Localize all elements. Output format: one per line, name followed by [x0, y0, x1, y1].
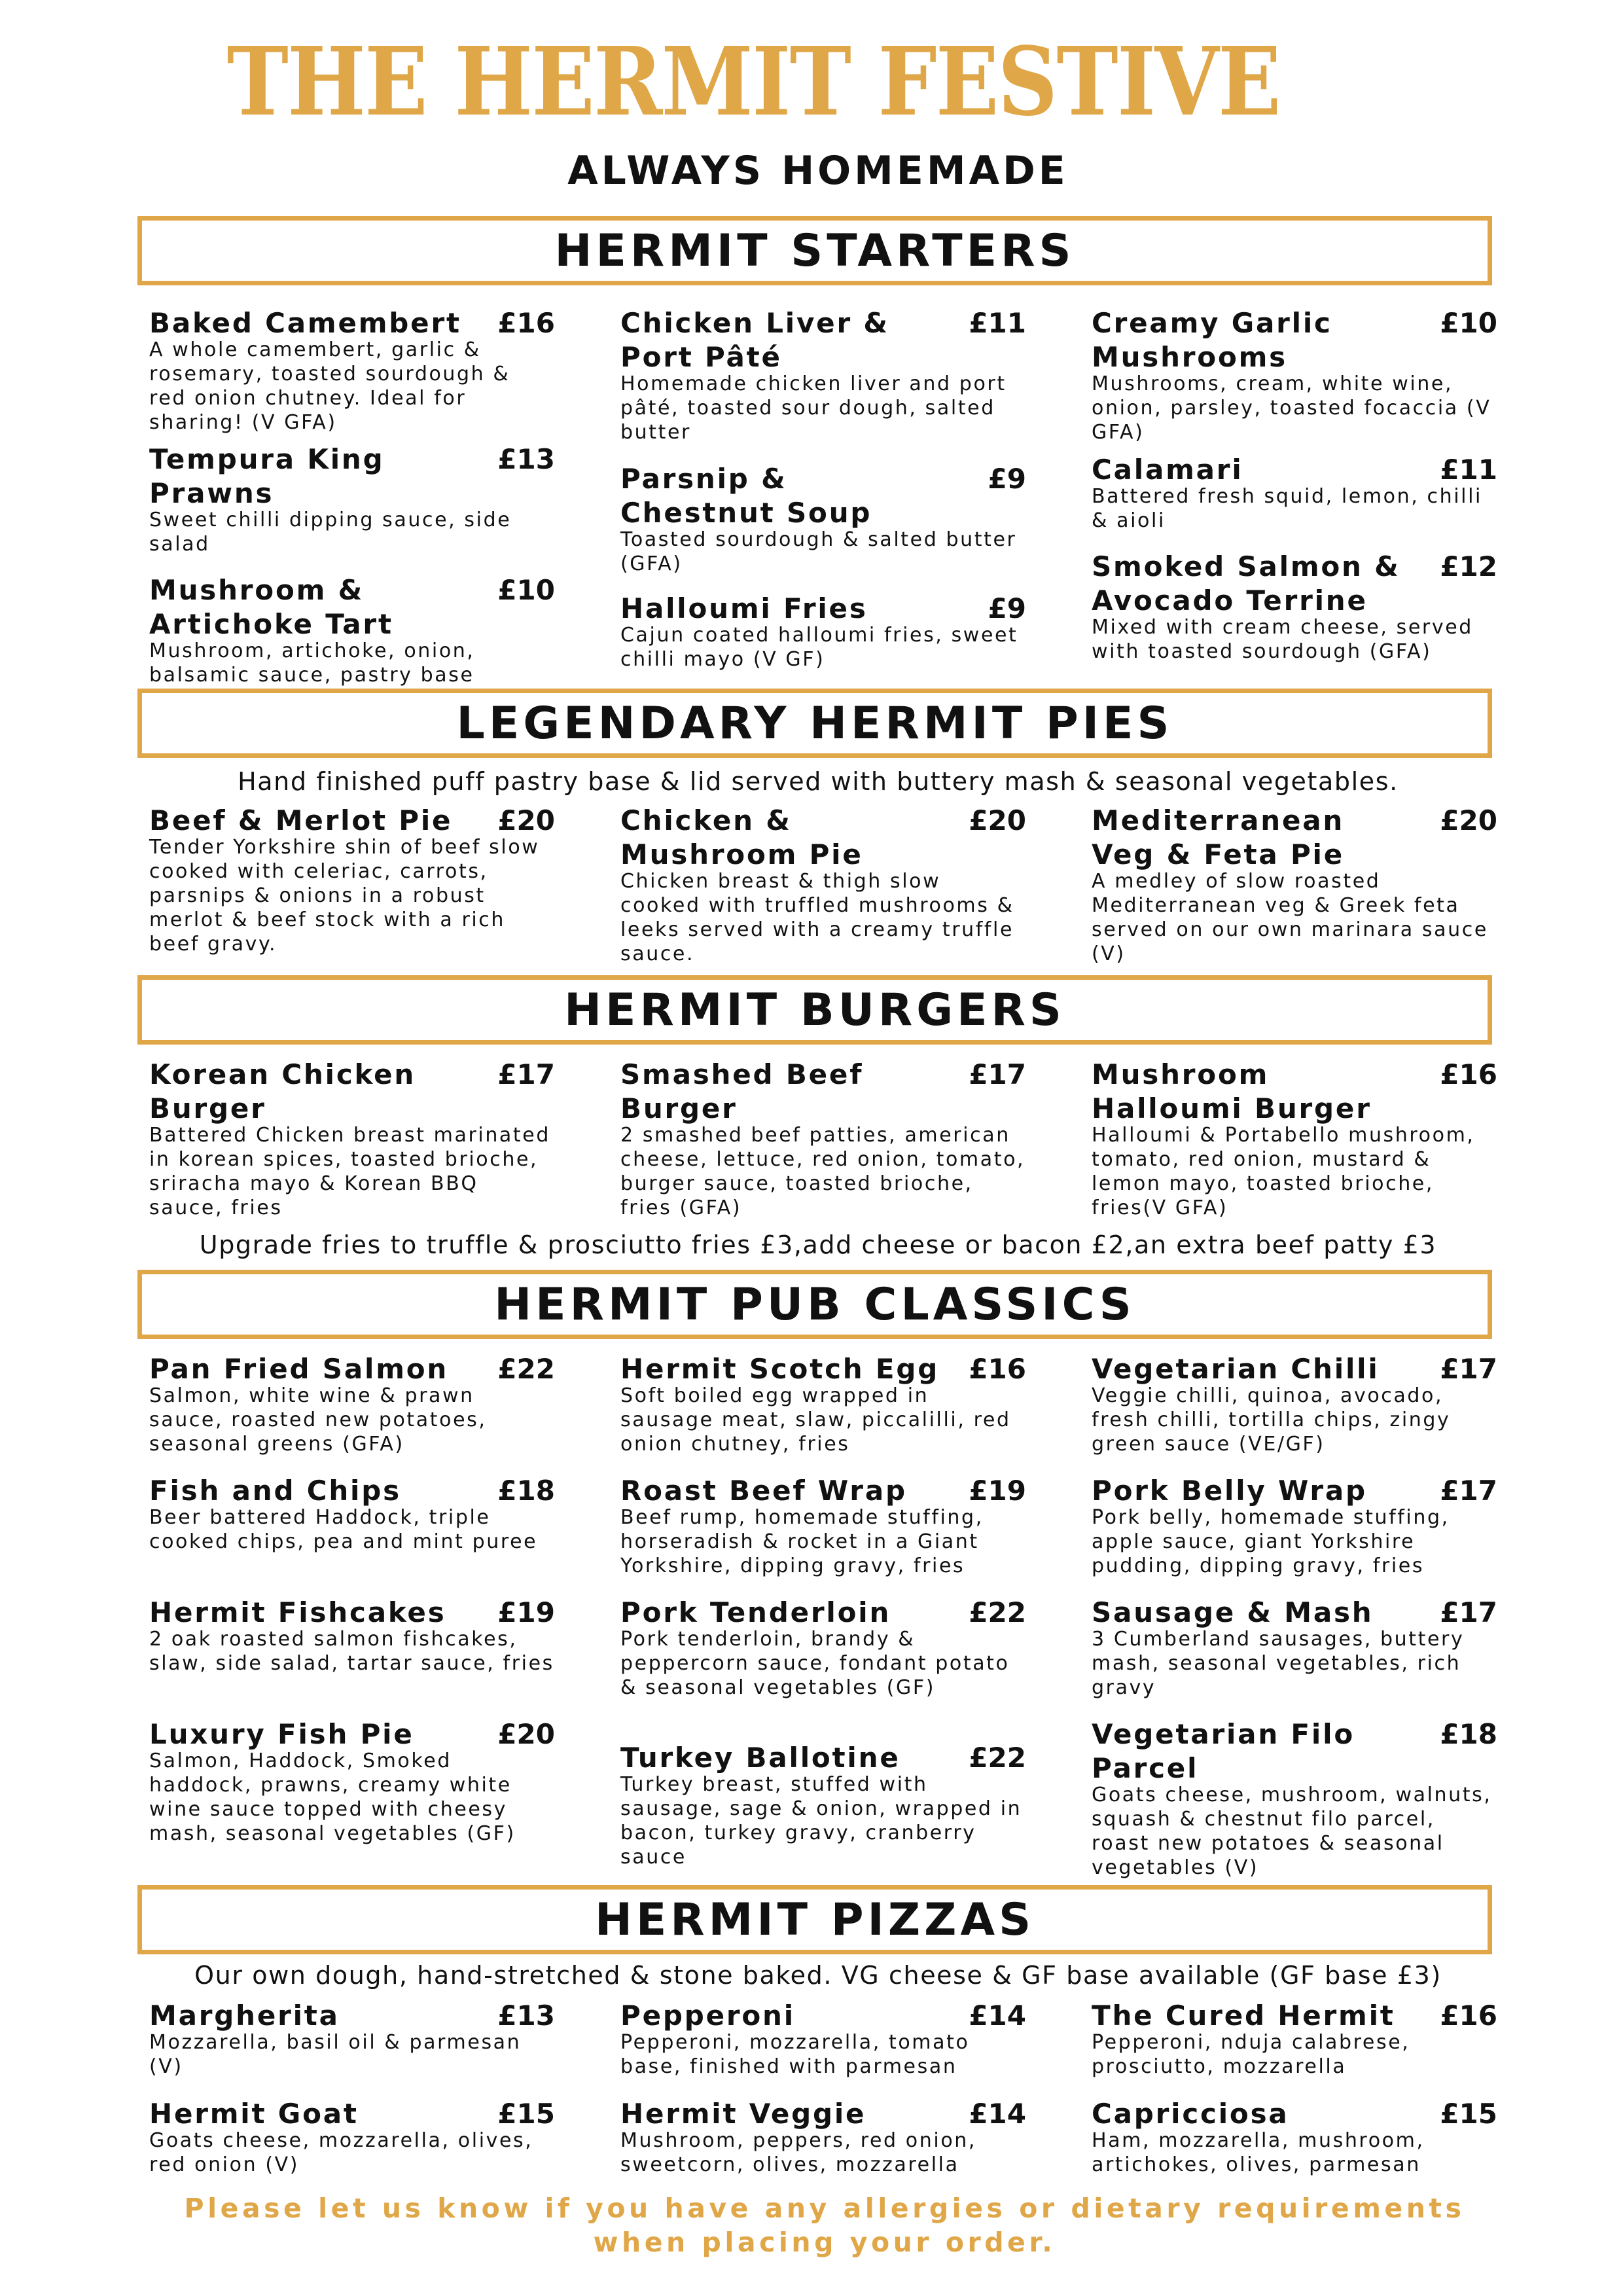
menu-item	[149, 1474, 555, 1554]
item-description: 2 smashed beef patties, american cheese, lettuce, red onion, tomato, burger sauce, toasted brioche, fries (GFA)	[620, 1124, 1026, 1219]
item-price: £17	[1440, 1475, 1497, 1507]
item-description: Beer battered Haddock, triple cooked chips, pea and mint puree	[149, 1506, 538, 1553]
item-name: Luxury Fish Pie	[149, 1718, 414, 1750]
allergy-notice: Please let us know if you have any allergies or dietary requirements when placing your order.	[184, 2193, 1465, 2258]
menu-item	[149, 306, 555, 435]
item-name: Chicken Liver & Port Pâté	[620, 307, 889, 373]
item-name: Smoked Salmon & Avocado Terrine	[1092, 550, 1400, 617]
item-price: £9	[988, 592, 1026, 624]
item-price: £11	[1440, 454, 1497, 486]
section-header-burgers	[137, 975, 1492, 1045]
item-name: Beef & Merlot Pie	[149, 804, 453, 836]
item-price: £16	[1440, 1058, 1497, 1090]
section-header-pizzas	[137, 1885, 1492, 1954]
menu-item	[149, 1717, 555, 1846]
item-description: 3 Cumberland sausages, buttery mash, seasonal vegetables, rich gravy	[1092, 1628, 1465, 1699]
section-note: Hand finished puff pastry base & lid served with buttery mash & seasonal vegetables.	[238, 767, 1399, 796]
menu-item	[620, 592, 1026, 672]
item-description: Chicken breast & thigh slow cooked with truffled mushrooms & leeks served with a creamy truffle sauce.	[620, 870, 1014, 965]
item-name: Smashed Beef Burger	[620, 1058, 864, 1124]
menu-item	[1092, 306, 1497, 444]
menu-item	[149, 573, 555, 687]
item-name: Hermit Goat	[149, 2098, 359, 2130]
item-name: Roast Beef Wrap	[620, 1475, 907, 1507]
item-description: Pork tenderloin, brandy & peppercorn sauce, fondant potato & seasonal vegetables (GF)	[620, 1628, 1010, 1699]
item-description: Ham, mozzarella, mushroom, artichokes, olives, parmesan	[1092, 2129, 1425, 2176]
item-description: Salmon, white wine & prawn sauce, roasted new potatoes, seasonal greens (GFA)	[149, 1384, 487, 1456]
menu-item	[149, 804, 555, 956]
item-description: Cajun coated halloumi fries, sweet chilli mayo (V GF)	[620, 624, 1018, 671]
item-description: Pepperoni, nduja calabrese, prosciutto, mozzarella	[1092, 2031, 1410, 2078]
item-description: Soft boiled egg wrapped in sausage meat, slaw, piccalilli, red onion chutney, fries	[620, 1384, 1011, 1456]
menu-item	[620, 1741, 1026, 1869]
item-price: £19	[497, 1596, 555, 1628]
menu-item	[1092, 453, 1497, 533]
item-price: £16	[969, 1353, 1026, 1385]
menu-item	[149, 1999, 555, 2079]
item-name: Korean Chicken Burger	[149, 1058, 416, 1124]
item-price: £10	[1440, 307, 1497, 339]
section-header-classics	[137, 1270, 1492, 1339]
item-price: £16	[1440, 2000, 1497, 2032]
menu-item	[620, 306, 1026, 444]
item-name: Parsnip & Chestnut Soup	[620, 463, 872, 529]
item-name: Hermit Veggie	[620, 2098, 866, 2130]
section-title: HERMIT BURGERS	[564, 984, 1065, 1036]
item-price: £22	[969, 1742, 1026, 1774]
menu-item	[620, 1352, 1026, 1456]
item-description: Beef rump, homemade stuffing, horseradish & rocket in a Giant Yorkshire, dipping gravy, fries	[620, 1506, 984, 1577]
item-price: £22	[969, 1596, 1026, 1628]
item-name: The Cured Hermit	[1092, 2000, 1395, 2032]
item-price: £9	[988, 463, 1026, 495]
menu-item	[620, 1058, 1026, 1220]
item-name: Vegetarian Chilli	[1092, 1353, 1380, 1385]
item-name: Pepperoni	[620, 2000, 795, 2032]
item-description: A medley of slow roasted Mediterranean veg & Greek feta served on our own marinara sauce (V)	[1092, 870, 1488, 965]
item-description: Mixed with cream cheese, served with toasted sourdough (GFA)	[1092, 616, 1473, 663]
item-description: Veggie chilli, quinoa, avocado, fresh chilli, tortilla chips, zingy green sauce (VE/GF)	[1092, 1384, 1451, 1456]
item-name: Vegetarian Filo Parcel	[1092, 1718, 1355, 1784]
item-price: £18	[1440, 1718, 1497, 1750]
item-name: Creamy Garlic Mushrooms	[1092, 307, 1332, 373]
menu-title: THE HERMIT FESTIVE	[226, 26, 1280, 137]
tagline: ALWAYS HOMEMADE	[567, 148, 1069, 194]
item-description: Homemade chicken liver and port pâté, toasted sour dough, salted butter	[620, 372, 1007, 444]
menu-item	[1092, 1058, 1497, 1220]
item-name: Mushroom Halloumi Burger	[1092, 1058, 1372, 1124]
section-note: Upgrade fries to truffle & prosciutto fries £3,add cheese or bacon £2,an extra beef patty £3	[199, 1230, 1437, 1259]
item-description: Turkey breast, stuffed with sausage, sage & onion, wrapped in bacon, turkey gravy, cranberry sauce	[620, 1773, 1022, 1869]
item-price: £20	[497, 804, 555, 836]
item-price: £17	[497, 1058, 555, 1090]
menu-item	[1092, 804, 1497, 966]
item-description: Battered fresh squid, lemon, chilli & aioli	[1092, 485, 1482, 532]
menu-item	[1092, 2097, 1497, 2177]
section-title: HERMIT PUB CLASSICS	[494, 1278, 1135, 1331]
item-price: £15	[1440, 2098, 1497, 2130]
item-description: 2 oak roasted salmon fishcakes, slaw, side salad, tartar sauce, fries	[149, 1628, 554, 1675]
item-price: £19	[969, 1475, 1026, 1507]
menu-item	[1092, 1352, 1497, 1456]
item-name: Mediterranean Veg & Feta Pie	[1092, 804, 1345, 870]
menu-item	[1092, 1999, 1497, 2079]
item-description: Mushrooms, cream, white wine, onion, parsley, toasted focaccia (V GFA)	[1092, 372, 1491, 444]
item-name: Capricciosa	[1092, 2098, 1289, 2130]
item-description: Goats cheese, mushroom, walnuts, squash & chestnut filo parcel, roast new potatoes & seasonal vegetables (V)	[1092, 1784, 1492, 1879]
item-price: £10	[497, 574, 555, 606]
item-description: Sweet chilli dipping sauce, side salad	[149, 509, 512, 556]
item-price: £17	[1440, 1596, 1497, 1628]
item-description: Pork belly, homemade stuffing, apple sauce, giant Yorkshire pudding, dipping gravy, fries	[1092, 1506, 1450, 1577]
section-header-pies	[137, 689, 1492, 758]
menu-item	[149, 442, 555, 556]
menu-item	[149, 1352, 555, 1456]
item-description: Mozzarella, basil oil & parmesan (V)	[149, 2031, 522, 2078]
item-price: £20	[969, 804, 1026, 836]
item-price: £20	[497, 1718, 555, 1750]
item-price: £17	[1440, 1353, 1497, 1385]
item-name: Pan Fried Salmon	[149, 1353, 449, 1385]
menu-item	[620, 1596, 1026, 1700]
item-price: £11	[969, 307, 1026, 339]
item-name: Turkey Ballotine	[620, 1742, 901, 1774]
menu-item	[620, 1474, 1026, 1578]
menu-item	[1092, 1596, 1497, 1700]
item-name: Calamari	[1092, 454, 1243, 486]
item-price: £18	[497, 1475, 555, 1507]
item-price: £17	[969, 1058, 1026, 1090]
item-description: Halloumi & Portabello mushroom, tomato, red onion, mustard & lemon mayo, toasted brioche, fries(V GFA)	[1092, 1124, 1475, 1219]
item-description: Tender Yorkshire shin of beef slow cooked with celeriac, carrots, parsnips & onions in a robust merlot & beef stock with a rich beef gravy.	[149, 836, 540, 956]
item-name: Pork Belly Wrap	[1092, 1475, 1367, 1507]
menu-item	[620, 804, 1026, 966]
menu-item	[1092, 1717, 1497, 1880]
item-price: £20	[1440, 804, 1497, 836]
item-name: Chicken & Mushroom Pie	[620, 804, 863, 870]
item-description: Goats cheese, mozzarella, olives, red onion (V)	[149, 2129, 533, 2176]
menu-item	[149, 2097, 555, 2177]
item-description: A whole camembert, garlic & rosemary, toasted sourdough & red onion chutney. Ideal for sharing! (V GFA)	[149, 338, 510, 434]
menu-item	[149, 1058, 555, 1220]
menu-item	[1092, 550, 1497, 664]
item-name: Hermit Scotch Egg	[620, 1353, 940, 1385]
item-name: Hermit Fishcakes	[149, 1596, 446, 1628]
menu-item	[1092, 1474, 1497, 1578]
menu-item	[620, 462, 1026, 576]
section-title: LEGENDARY HERMIT PIES	[456, 697, 1173, 749]
item-name: Tempura King Prawns	[149, 443, 385, 509]
menu-item	[620, 1999, 1026, 2079]
item-price: £22	[497, 1353, 555, 1385]
menu-item	[149, 1596, 555, 1676]
item-description: Mushroom, artichoke, onion, balsamic sauce, pastry base	[149, 639, 475, 687]
menu-item	[620, 2097, 1026, 2177]
item-price: £14	[969, 2098, 1026, 2130]
item-name: Pork Tenderloin	[620, 1596, 891, 1628]
item-price: £16	[497, 307, 555, 339]
item-name: Sausage & Mash	[1092, 1596, 1374, 1628]
item-description: Salmon, Haddock, Smoked haddock, prawns, creamy white wine sauce topped with cheesy mash, seasonal vegetables (GF)	[149, 1749, 516, 1845]
item-description: Mushroom, peppers, red onion, sweetcorn, olives, mozzarella	[620, 2129, 977, 2176]
item-price: £14	[969, 2000, 1026, 2032]
item-price: £13	[497, 2000, 555, 2032]
section-header-starters	[137, 216, 1492, 285]
item-description: Battered Chicken breast marinated in korean spices, toasted brioche, sriracha mayo & Korean BBQ sauce, fries	[149, 1124, 550, 1219]
item-name: Fish and Chips	[149, 1475, 401, 1507]
item-name: Halloumi Fries	[620, 592, 868, 624]
item-name: Mushroom & Artichoke Tart	[149, 574, 393, 640]
item-description: Toasted sourdough & salted butter (GFA)	[620, 528, 1017, 575]
section-title: HERMIT PIZZAS	[594, 1893, 1035, 1946]
item-description: Pepperoni, mozzarella, tomato base, finished with parmesan	[620, 2031, 970, 2078]
item-name: Baked Camembert	[149, 307, 461, 339]
item-price: £15	[497, 2098, 555, 2130]
item-price: £12	[1440, 550, 1497, 583]
section-note: Our own dough, hand-stretched & stone baked. VG cheese & GF base available (GF base £3)	[194, 1961, 1442, 1990]
item-price: £13	[497, 443, 555, 475]
item-name: Margherita	[149, 2000, 340, 2032]
section-title: HERMIT STARTERS	[554, 224, 1075, 277]
